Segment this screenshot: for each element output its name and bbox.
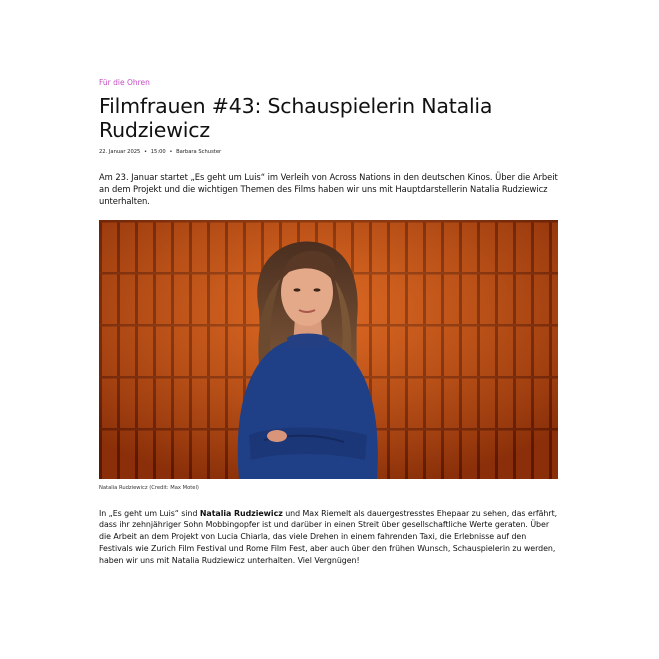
article bbox=[99, 78, 559, 567]
publish-time: 15:00 bbox=[150, 149, 166, 155]
body-text-prefix: In „Es geht um Luis“ sind bbox=[99, 508, 200, 518]
author-link[interactable]: Barbara Schuster bbox=[176, 149, 222, 155]
photo-caption: Natalia Rudziewicz (Credit: Max Motel) bbox=[99, 484, 199, 491]
body-text-suffix: und Max Riemelt als dauergestresstes Ehepaar zu sehen, das erfährt, dass ihr zehnjähriger Sohn Mobbingopfer ist und darüber in einen Streit über gesellschaftliche Werte geraten. Über die Arbeit an dem Projekt von Lucia Chiarla, das viele Drehen in einem fahrenden Taxi, die Erlebnisse auf den Festivals wie Zurich Film Festival und Rome Film Fest, aber auch über den frühen Wunsch, Schauspielerin zu werden, haben wir uns mit Natalia Rudziewicz unterhalten. Viel Vergnügen! bbox=[99, 508, 558, 565]
portrait-photo bbox=[99, 220, 558, 479]
article-meta bbox=[99, 148, 559, 156]
publish-date: 22. Januar 2025 bbox=[99, 149, 141, 155]
body-person-name: Natalia Rudziewicz bbox=[199, 508, 283, 518]
article-lead: Am 23. Januar startet „Es geht um Luis“ im Verleih von Across Nations in den deutschen Kinos. Über die Arbeit an dem Projekt und die wichtigen Themen des Films haben wir uns mit Hauptdarstellerin Natalia Rudziewicz unterhalten. bbox=[99, 172, 558, 207]
category-link[interactable]: Für die Ohren bbox=[99, 78, 150, 87]
meta-separator: • bbox=[169, 149, 173, 155]
article-body bbox=[99, 508, 559, 567]
meta-separator: • bbox=[144, 149, 148, 155]
article-title: Filmfrauen #43: Schauspielerin Natalia Rudziewicz bbox=[99, 94, 493, 142]
article-photo bbox=[99, 220, 558, 479]
